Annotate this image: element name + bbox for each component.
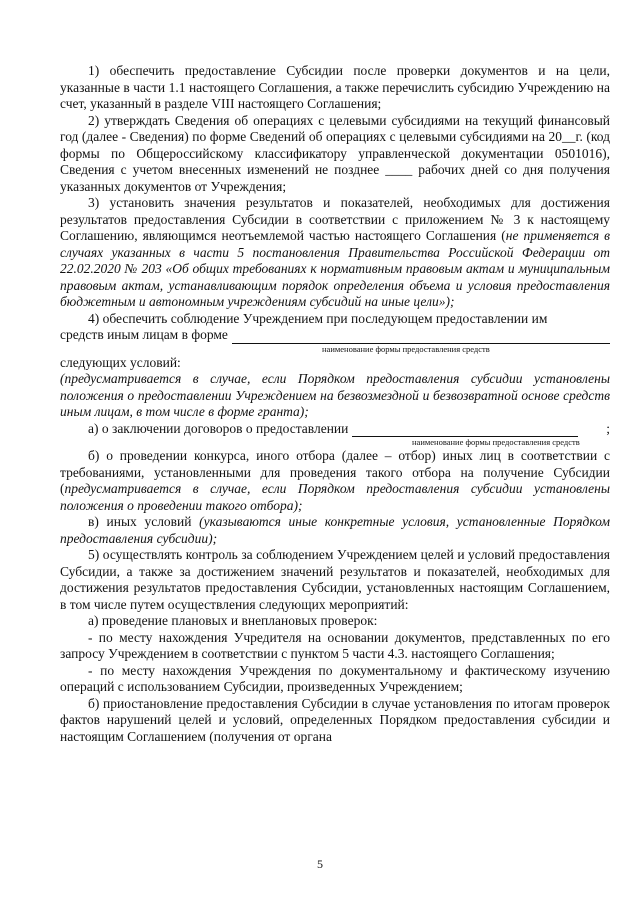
paragraph-b-text: б) о проведении конкурса, иного отбора (далее – отбор) иных лиц в соответствии с требованиями, установленными для проведения такого отбора на получение Субсидии ( <box>60 448 610 496</box>
paragraph-b-italic-note: предусматривается в случае, если Порядком предоставления субсидии установлены положения о проведении такого отбора); <box>60 481 610 513</box>
page-number: 5 <box>317 857 323 871</box>
paragraph-5: 5) осуществлять контроль за соблюдением Учреждением целей и условий предоставления Субсидии, а также за достижением значений результатов и показателей, необходимых для достижения результатов предоставления Субсидии, установленных настоящим Соглашением, в том числе путем осуществления следующих мероприятий: <box>60 547 610 612</box>
paragraph-3-italic-note: не применяется в случаях указанных в части 5 постановления Правительства Российской Федерации от 22.02.2020 № 203 «Об общих требованиях к нормативным правовым актам и муниципальным правовым актам, устанавливающим порядок определения объема и условия предоставления бюджетным и автономным учреждениям субсидий на иные цели»); <box>60 228 610 309</box>
paragraph-5-b: б) приостановление предоставления Субсидии в случае установления по итогам проверок фактов нарушений целей и условий, определенных Порядком предоставления субсидии и настоящим Соглашением (получения от органа <box>60 695 610 744</box>
paragraph-3 <box>60 195 610 311</box>
paragraph-a-text: а) о заключении договоров о предоставлении <box>88 420 349 436</box>
paragraph-v-text: в) иных условий <box>88 514 200 529</box>
paragraph-a-end: ; <box>606 420 610 436</box>
paragraph-5-a-item-1: - по месту нахождения Учредителя на основании документов, представленных по его запросу Учреждением в соответствии с пунктом 5 части 4.3. настоящего Соглашения; <box>60 629 610 661</box>
paragraph-4-line-2 <box>60 327 610 344</box>
paragraph-5-a: а) проведение плановых и внеплановых проверок: <box>88 613 378 628</box>
paragraph-4-line-3: следующих условий: <box>60 354 181 370</box>
paragraph-4-italic-note: (предусматривается в случае, если Порядком предоставления субсидии установлены положения о предоставлении Учреждением на безвозмездной и безвозвратной основе средств иным лицам, в том числе в форме гранта); <box>60 371 610 419</box>
paragraph-v <box>60 514 610 547</box>
contract-form-blank <box>352 423 578 437</box>
document-body <box>60 63 610 745</box>
paragraph-a <box>60 421 610 438</box>
paragraph-a-caption-row <box>60 437 610 448</box>
paragraph-4-line-2-text: средств иным лицам в форме <box>60 327 228 342</box>
paragraph-v-italic-note: (указываются иные конкретные условия, установленные Порядком предоставления субсидии); <box>60 514 610 546</box>
paragraph-1: 1) обеспечить предоставление Субсидии после проверки документов и на цели, указанные в части 1.1 настоящего Соглашения, а также перечислить субсидию Учреждению на счет, указанный в разделе VIII настоящего Соглашения; <box>60 63 610 111</box>
paragraph-5-a-item-2: - по месту нахождения Учреждения по документальному и фактическому изучению операций с использованием Субсидии, произведенных Учреждением; <box>60 662 610 694</box>
contract-form-caption: наименование формы предоставления средств <box>412 437 580 447</box>
form-of-provision-caption: наименование формы предоставления средств <box>322 343 490 354</box>
form-of-provision-blank <box>232 330 610 344</box>
paragraph-4-caption-row <box>60 344 610 355</box>
paragraph-2: 2) утверждать Сведения об операциях с целевыми субсидиями на текущий финансовый год (далее - Сведения) по форме Сведений об операциях с целевыми субсидиями на 20__г. (код формы по Общероссийскому классификатору управленческой документации 0501016), Сведения с учетом внесенных изменений не позднее ____ рабочих дней со дня получения указанных документов от Учреждения; <box>60 112 610 194</box>
paragraph-4-line-1: 4) обеспечить соблюдение Учреждением при последующем предоставлении им <box>88 310 548 326</box>
paragraph-b <box>60 448 610 514</box>
paragraph-3-text: 3) установить значения результатов и показателей, необходимых для достижения результатов предоставления Субсидии в соответствии с приложением № 3 к настоящему Соглашению, являющимся неотъемлемой частью настоящего Соглашения ( <box>60 195 610 243</box>
